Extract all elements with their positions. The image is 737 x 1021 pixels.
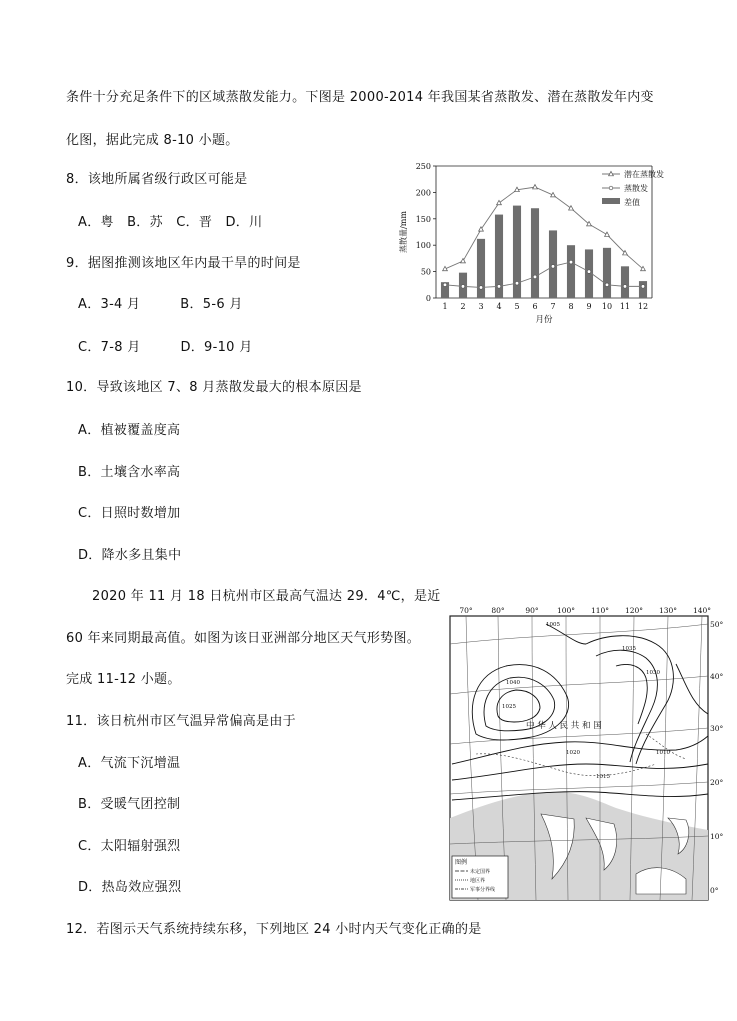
x-tick-label: 12 xyxy=(637,302,649,311)
isobar-label: 1020 xyxy=(566,750,580,756)
question-12-stem: 12．若图示天气系统持续东移，下列地区 24 小时内天气变化正确的是 xyxy=(66,922,482,937)
bar-diff xyxy=(621,266,629,298)
longitude-label: 110° xyxy=(590,606,610,615)
longitude-label: 130° xyxy=(658,606,678,615)
actual-point xyxy=(497,285,501,289)
x-axis-label: 月份 xyxy=(535,315,553,325)
y-axis-label: 蒸散量/mm xyxy=(399,211,408,253)
latitude-label: 50° xyxy=(710,620,724,629)
question-9-stem: 9．据图推测该地区年内最干旱的时间是 xyxy=(66,256,301,271)
question-9-options-2: C．7-8 月 D．9-10 月 xyxy=(78,340,253,355)
x-tick-label: 11 xyxy=(619,302,631,311)
y-tick-label: 200 xyxy=(415,188,431,198)
weather-map xyxy=(446,604,724,902)
legend-actual-marker xyxy=(609,186,613,190)
longitude-label: 140° xyxy=(692,606,712,615)
actual-point xyxy=(479,286,483,290)
x-tick-label: 1 xyxy=(442,302,448,311)
longitude-label: 70° xyxy=(459,606,473,615)
actual-point xyxy=(551,265,555,269)
longitude-label: 80° xyxy=(491,606,505,615)
bar-diff xyxy=(603,248,611,298)
map-legend-item-3: 军事分界线 xyxy=(470,887,496,893)
isobar-label: 1030 xyxy=(646,670,660,676)
potential-point xyxy=(605,232,610,236)
series-line-1 xyxy=(445,262,643,287)
y-tick-label: 250 xyxy=(415,162,431,171)
x-tick-label: 4 xyxy=(496,302,502,311)
x-tick-label: 8 xyxy=(568,302,574,311)
question-10-option-b: B．土壤含水率高 xyxy=(78,465,181,480)
actual-point xyxy=(515,281,519,285)
legend-actual-label: 蒸散发 xyxy=(624,184,648,193)
x-tick-label: 3 xyxy=(478,302,484,311)
bar-diff xyxy=(567,245,575,298)
intro-line-1: 条件十分充足条件下的区域蒸散发能力。下图是 2000-2014 年我国某省蒸散发、潜在蒸散发年内变 xyxy=(66,90,654,105)
question-8-options: A．粤 B．苏 C．晋 D．川 xyxy=(78,215,263,230)
map-legend-title: 图例 xyxy=(455,859,468,866)
passage-2-line-3: 完成 11-12 小题。 xyxy=(66,672,181,687)
actual-point xyxy=(443,283,447,287)
intro-line-2: 化图，据此完成 8-10 小题。 xyxy=(66,133,239,148)
actual-point xyxy=(533,275,537,279)
question-10-option-d: D．降水多且集中 xyxy=(78,548,182,563)
actual-point xyxy=(569,260,573,264)
x-tick-label: 7 xyxy=(550,302,556,311)
x-tick-label: 10 xyxy=(601,302,613,311)
passage-2-line-2: 60 年来同期最高值。如图为该日亚洲部分地区天气形势图。 xyxy=(66,631,421,646)
actual-point xyxy=(641,285,645,289)
x-tick-label: 5 xyxy=(514,302,520,311)
bar-diff xyxy=(639,281,647,298)
question-11-option-b: B．受暖气团控制 xyxy=(78,797,181,812)
actual-point xyxy=(623,285,627,289)
isobar-label: 1035 xyxy=(622,646,636,652)
y-tick-label: 150 xyxy=(415,214,431,224)
isobar-label: 1015 xyxy=(596,774,610,780)
legend-diff-label: 差值 xyxy=(624,198,640,207)
x-tick-label: 6 xyxy=(532,302,538,311)
potential-point xyxy=(497,200,502,204)
isobar-label: 1025 xyxy=(502,704,516,710)
potential-point xyxy=(533,185,538,189)
question-11-stem: 11．该日杭州市区气温异常偏高是由于 xyxy=(66,714,296,729)
latitude-label: 10° xyxy=(710,832,724,841)
map-latitude-labels xyxy=(710,620,724,895)
legend-diff-marker xyxy=(602,198,620,204)
latitude-label: 20° xyxy=(710,778,724,787)
question-8-stem: 8．该地所属省级行政区可能是 xyxy=(66,172,248,187)
y-tick-label: 50 xyxy=(420,267,431,277)
x-tick-label: 9 xyxy=(586,302,592,311)
map-country-label: 中 华 人 民 共 和 国 xyxy=(526,721,602,731)
actual-point xyxy=(605,283,609,287)
question-10-stem: 10．导致该地区 7、8 月蒸散发最大的根本原因是 xyxy=(66,380,362,395)
longitude-label: 100° xyxy=(556,606,576,615)
longitude-label: 120° xyxy=(624,606,644,615)
x-tick-label: 2 xyxy=(460,302,466,311)
potential-point xyxy=(461,258,466,262)
latitude-label: 0° xyxy=(710,886,719,895)
potential-point xyxy=(569,206,574,210)
question-11-option-c: C．太阳辐射强烈 xyxy=(78,839,181,854)
map-legend-item-1: 未定国界 xyxy=(470,869,491,875)
isobar-label: 1005 xyxy=(546,622,560,628)
bar-diff xyxy=(531,208,539,298)
question-10-option-c: C．日照时数增加 xyxy=(78,506,181,521)
map-legend-item-2: 地区界 xyxy=(470,878,486,884)
longitude-label: 90° xyxy=(525,606,539,615)
isobar-label: 1010 xyxy=(656,750,670,756)
actual-point xyxy=(461,285,465,289)
y-tick-label: 0 xyxy=(425,294,431,303)
latitude-label: 40° xyxy=(710,672,724,681)
passage-2-line-1: 2020 年 11 月 18 日杭州市区最高气温达 29．4℃，是近 xyxy=(92,589,441,604)
question-11-option-d: D．热岛效应强烈 xyxy=(78,880,182,895)
isobar-label: 1040 xyxy=(506,680,520,686)
question-10-option-a: A．植被覆盖度高 xyxy=(78,423,181,438)
question-9-options-1: A．3-4 月 B．5-6 月 xyxy=(78,297,243,312)
actual-point xyxy=(587,270,591,274)
map-longitude-labels xyxy=(459,606,711,615)
evapotranspiration-chart xyxy=(396,158,714,332)
question-11-option-a: A．气流下沉增温 xyxy=(78,756,181,771)
legend-potential-label: 潜在蒸散发 xyxy=(624,170,664,179)
y-tick-label: 100 xyxy=(415,241,431,251)
latitude-label: 30° xyxy=(710,724,724,733)
